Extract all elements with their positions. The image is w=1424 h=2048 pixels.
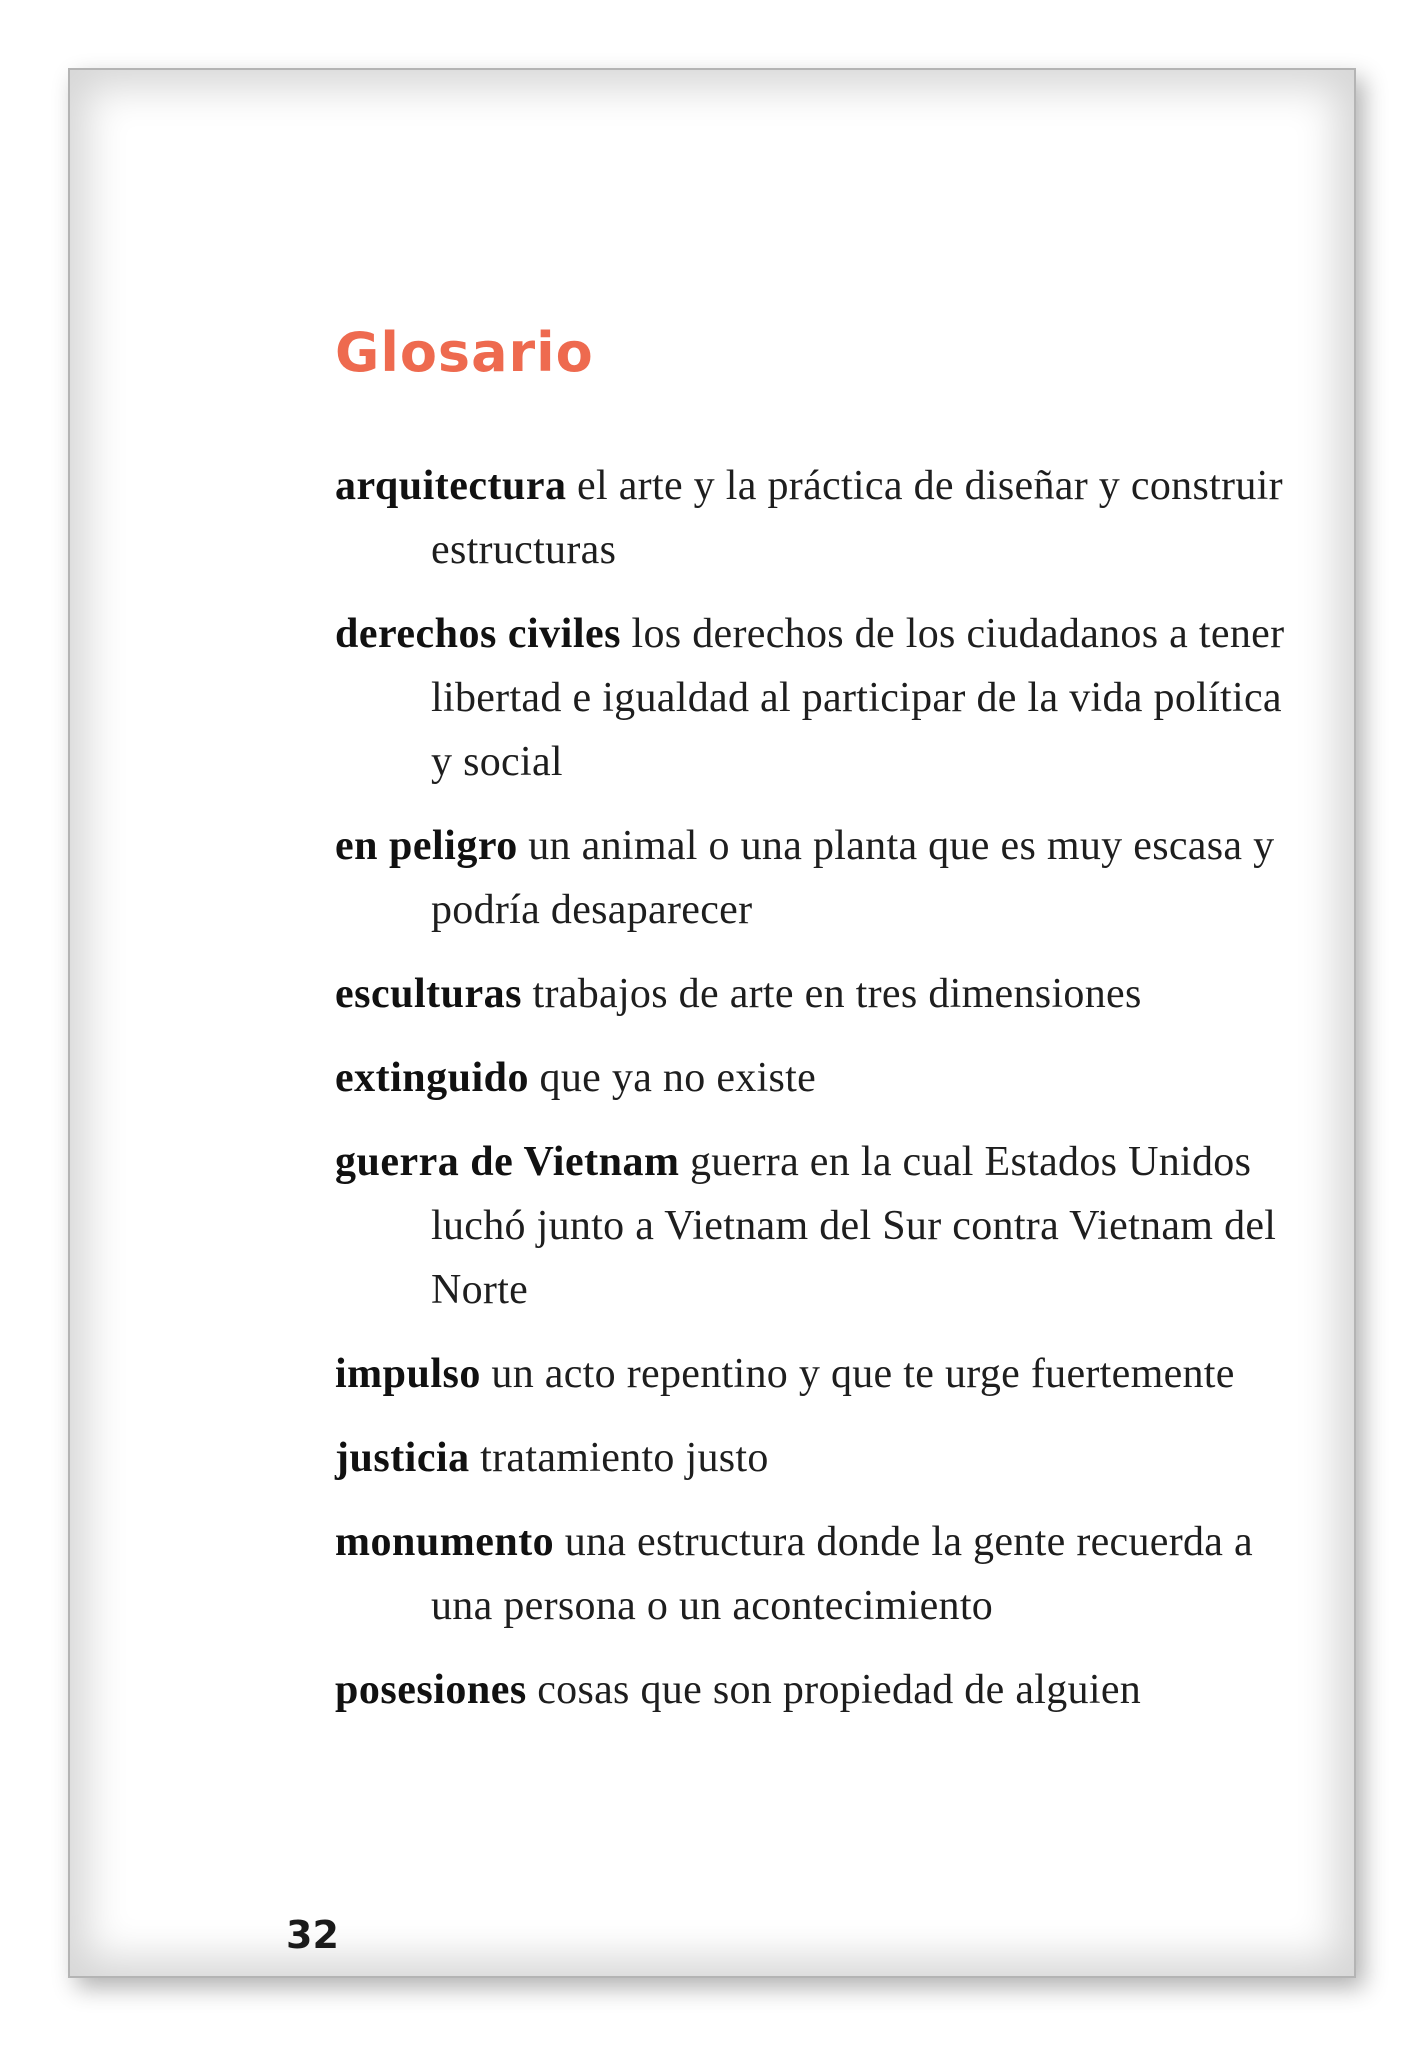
glossary-entry xyxy=(335,602,1295,794)
glossary-entry xyxy=(335,1130,1295,1322)
glossary-term: arquitectura xyxy=(335,463,567,509)
glossary-definition: que ya no existe xyxy=(539,1055,817,1101)
glossary-entry xyxy=(335,454,1295,582)
page-number: 32 xyxy=(286,1913,339,1957)
glossary-term: extinguido xyxy=(335,1055,530,1101)
glossary-definition: un acto repentino y que te urge fuertemente xyxy=(491,1351,1235,1397)
glossary-definition: trabajos de arte en tres dimensiones xyxy=(532,971,1142,1017)
glossary-entry xyxy=(335,1510,1295,1638)
glossary-entry xyxy=(335,1342,1295,1406)
glossary-term: monumento xyxy=(335,1519,555,1565)
glossary-term: posesiones xyxy=(335,1667,527,1713)
glossary-definition: cosas que son propiedad de alguien xyxy=(537,1667,1142,1713)
glossary-definition: tratamiento justo xyxy=(480,1435,769,1481)
glossary-term: guerra de Vietnam xyxy=(335,1139,680,1185)
glossary-term: impulso xyxy=(335,1351,481,1397)
glossary-term: justicia xyxy=(335,1435,470,1481)
glossary-term: derechos civiles xyxy=(335,611,622,657)
glossary-entry xyxy=(335,1658,1295,1722)
glossary-definition: un animal o una planta que es muy escasa y podría desaparecer xyxy=(431,823,1275,933)
glossary-definition: guerra en la cual Estados Unidos luchó junto a Vietnam del Sur contra Vietnam del Norte xyxy=(431,1139,1277,1313)
glossary-definition: los derechos de los ciudadanos a tener libertad e igualdad al participar de la vida política y social xyxy=(431,611,1285,785)
glossary-definition: una estructura donde la gente recuerda a una persona o un acontecimiento xyxy=(431,1519,1253,1629)
book-page xyxy=(68,68,1356,1978)
glossary-term: en peligro xyxy=(335,823,518,869)
glossary-title: Glosario xyxy=(335,321,594,384)
glossary-term: esculturas xyxy=(335,971,522,1017)
glossary-entry xyxy=(335,1046,1295,1110)
glossary-definition: el arte y la práctica de diseñar y construir estructuras xyxy=(431,463,1283,573)
glossary-entry xyxy=(335,814,1295,942)
glossary-list xyxy=(335,454,1295,1742)
glossary-entry xyxy=(335,962,1295,1026)
glossary-entry xyxy=(335,1426,1295,1490)
